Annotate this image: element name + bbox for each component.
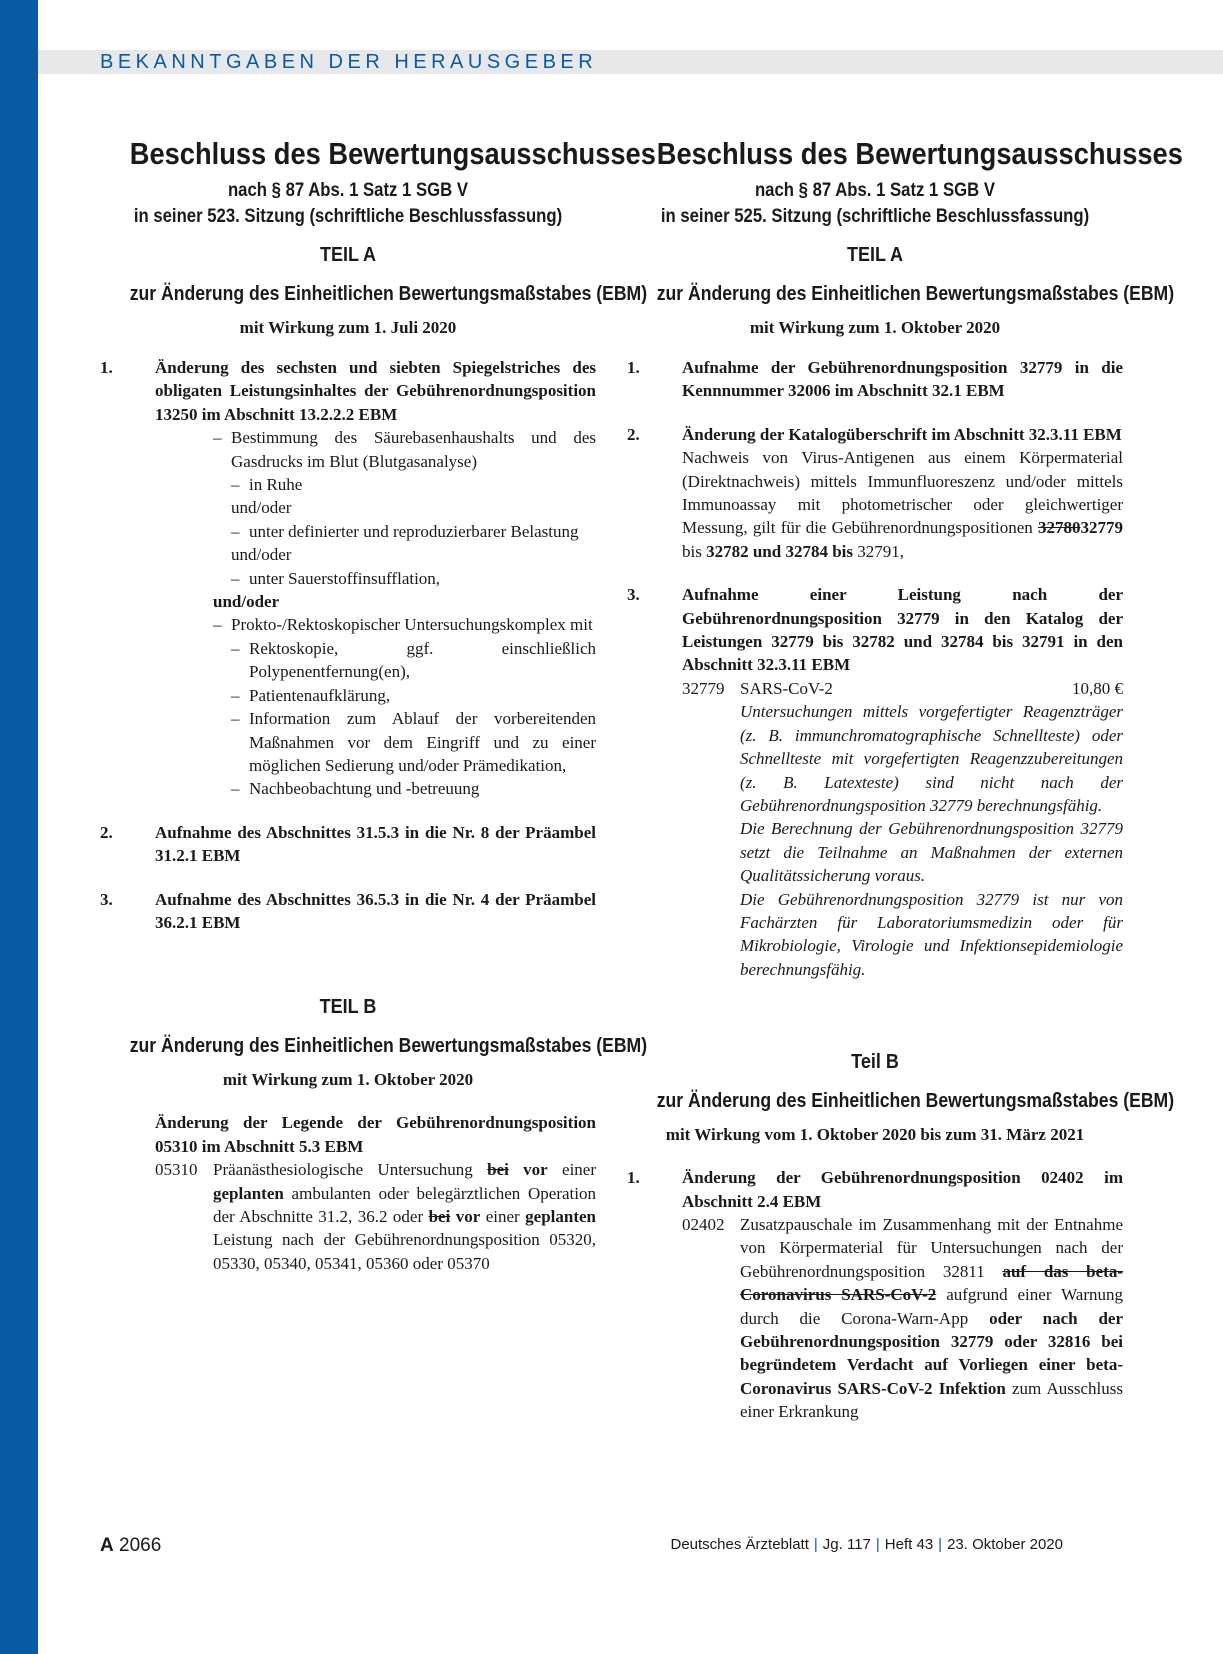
left-subtitle-1: nach § 87 Abs. 1 Satz 1 SGB V <box>227 180 469 201</box>
footer-separator: | <box>938 1536 943 1553</box>
code-row <box>682 677 1123 700</box>
left-teil-b-section <box>155 1111 596 1275</box>
dash-glyph: – <box>231 779 240 799</box>
bold-text: 32782 und 32784 bis <box>706 541 854 561</box>
dash-glyph: – <box>213 615 222 635</box>
dash-glyph: – <box>231 568 240 588</box>
gop-code: 32779 <box>682 678 725 698</box>
item-title: Änderung der Katalogüberschrift im Abschnitt 32.3.11 EBM <box>682 424 1122 444</box>
right-ebm-heading-b: zur Änderung des Einheitlichen Bewertungsmaßstabes (EBM) <box>656 1090 1175 1113</box>
dash-text: in Ruhe <box>249 475 303 495</box>
dash-glyph: – <box>231 685 240 705</box>
dash-glyph: – <box>231 521 240 541</box>
dash-text: Prokto-/Rektoskopischer Untersuchungskomplex mit <box>231 615 593 635</box>
right-item-1 <box>627 356 1123 403</box>
sub-dash-list <box>231 637 596 801</box>
dash-glyph: – <box>213 428 222 448</box>
journal-name: Deutsches Ärzteblatt <box>670 1536 809 1553</box>
gop-price: 10,80 € <box>1072 678 1123 698</box>
dash-glyph: – <box>231 475 240 495</box>
dash-glyph: – <box>231 709 240 729</box>
dash-item <box>231 520 596 543</box>
dash-glyph: – <box>231 638 240 658</box>
gop-code: 02402 <box>682 1214 725 1234</box>
sidebar-accent-bar <box>0 0 38 1654</box>
dash-item <box>213 426 596 473</box>
right-ebm-heading: zur Änderung des Einheitlichen Bewertungsmaßstabes (EBM) <box>656 283 1175 305</box>
page-number-value: 2066 <box>119 1535 162 1556</box>
note-text: Die Berechnung der Gebührenordnungsposition 32779 setzt die Teilnahme an Maßnahmen der externen Qualitätssicherung voraus. <box>740 819 1123 886</box>
right-subtitle-1: nach § 87 Abs. 1 Satz 1 SGB V <box>754 180 996 201</box>
footer-separator: | <box>875 1536 880 1553</box>
left-item-2 <box>100 821 596 868</box>
journal-footer <box>670 1536 1063 1553</box>
item-number: 3. <box>627 585 640 605</box>
dash-item <box>231 637 596 684</box>
dash-list <box>213 426 596 590</box>
text-run: Zusatzpauschale im Zusammenhang mit der Entnahme von Körpermaterial für Untersuchungen nach der Gebührenordnungsposition 32811 <box>740 1214 1123 1281</box>
left-ebm-heading: zur Änderung des Einheitlichen Bewertungsmaßstabes (EBM) <box>129 283 648 305</box>
dash-text: Patientenaufklärung, <box>249 685 391 705</box>
gop-legend <box>213 1158 596 1275</box>
bold-text: oder nach der Gebührenordnungsposition 32779 oder 32816 bei begründetem Verdacht auf Vorliegen einer beta-Coronavirus SARS-CoV-2 Infektion <box>740 1308 1123 1398</box>
bold-text: vor <box>508 1160 548 1180</box>
und-oder: und/oder <box>231 545 292 565</box>
right-title: Beschluss des Bewertungsausschusses <box>656 136 1183 171</box>
struck-text: auf das beta-Coronavirus SARS-CoV-2 <box>740 1261 1123 1305</box>
journal-issue: Heft 43 <box>884 1536 934 1553</box>
dash-item <box>231 777 596 800</box>
dash-list <box>213 613 596 800</box>
und-oder-bold: und/oder <box>213 592 280 612</box>
item-number: 1. <box>100 358 113 377</box>
left-teil-a: TEIL A <box>319 244 376 266</box>
text-run: bis <box>682 541 707 561</box>
struck-text: 32780 <box>1038 518 1081 538</box>
right-teil-a: TEIL A <box>846 244 903 266</box>
gop-header <box>740 677 1123 700</box>
item-body <box>682 583 1123 981</box>
page-number <box>100 1535 161 1557</box>
item-body <box>682 1166 1123 1423</box>
item-number: 1. <box>627 1168 640 1188</box>
text-run: Leistung nach der Gebührenordnungsposition 05320, 05330, 05340, 05341, 05360 oder 05370 <box>213 1230 596 1273</box>
left-ebm-heading-b: zur Änderung des Einheitlichen Bewertungsmaßstabes (EBM) <box>129 1035 648 1058</box>
text-run: einer <box>547 1160 597 1180</box>
dash-text: Nachbeobachtung und -betreuung <box>249 779 480 799</box>
text-run: aufgrund einer Warnung durch die Corona-Warn-App <box>740 1285 1123 1328</box>
bold-text: vor <box>450 1206 481 1226</box>
section-title: BEKANNTGABEN DER HERAUSGEBER <box>100 51 598 73</box>
left-title: Beschluss des Bewertungsausschusses <box>129 136 656 171</box>
right-subtitle-2: in seiner 525. Sitzung (schriftliche Beschlussfassung) <box>660 206 1090 227</box>
code-row <box>682 1213 1123 1424</box>
right-item-2 <box>627 423 1123 563</box>
bold-text: geplanten <box>213 1183 284 1203</box>
dash-item <box>231 473 596 496</box>
journal-volume: Jg. 117 <box>822 1536 871 1553</box>
item-body <box>155 356 596 801</box>
journal-date: 23. Oktober 2020 <box>947 1536 1063 1553</box>
right-teil-b: Teil B <box>851 1051 899 1074</box>
left-wirkung-b: mit Wirkung zum 1. Oktober 2020 <box>222 1070 474 1090</box>
left-subtitle-2: in seiner 523. Sitzung (schriftliche Beschlussfassung) <box>133 206 563 227</box>
item-number: 3. <box>100 889 113 909</box>
left-item-1 <box>100 356 596 801</box>
item-number: 2. <box>100 822 113 842</box>
item-title: Änderung des sechsten und siebten Spiegelstriches des obligaten Leistungsinhaltes der Gebührenordnungsposition 13250 im Abschnitt 13.2.2.2 EBM <box>155 358 596 424</box>
text-run: ambulanten oder belegärztlichen Operation der Abschnitte 31.2, 36.2 oder <box>213 1183 596 1226</box>
right-wirkung-b: mit Wirkung vom 1. Oktober 2020 bis zum 31. März 2021 <box>665 1125 1085 1145</box>
text-run: zum Ausschluss einer Erkrankung <box>740 1378 1123 1422</box>
item-number: 2. <box>627 424 640 444</box>
right-column <box>627 136 1183 1424</box>
item-text <box>682 446 1123 563</box>
gop-notes <box>740 700 1123 981</box>
text-run: 32791, <box>853 541 905 561</box>
item-title: Aufnahme des Abschnittes 36.5.3 in die Nr. 4 der Präambel 36.2.1 EBM <box>155 889 596 932</box>
left-wirkung-a: mit Wirkung zum 1. Juli 2020 <box>239 318 457 337</box>
note-text: Die Gebührenordnungsposition 32779 ist nur von Fachärzten für Laboratoriumsmedizin oder für Mikrobiologie, Virologie und Infektionsepidemiologie berechnungsfähig. <box>740 889 1123 979</box>
bold-text: geplanten <box>525 1206 596 1226</box>
code-row <box>155 1158 596 1275</box>
text-run: Präanästhesiologische Untersuchung <box>213 1160 488 1180</box>
item-title: Aufnahme der Gebührenordnungsposition 32779 in die Kennnummer 32006 im Abschnitt 32.1 EBM <box>682 358 1123 401</box>
und-oder: und/oder <box>231 498 292 518</box>
left-teil-b: TEIL B <box>319 996 377 1019</box>
struck-text: bei <box>487 1160 509 1180</box>
item-title: Aufnahme einer Leistung nach der Gebührenordnungsposition 32779 in den Katalog der Leistungen 32779 bis 32782 und 32784 bis 32791 in den Abschnitt 32.3.11 EBM <box>682 585 1123 675</box>
gop-legend <box>740 1213 1123 1424</box>
struck-text: bei <box>428 1206 451 1226</box>
right-item-3 <box>627 583 1123 981</box>
item-title: Aufnahme des Abschnittes 31.5.3 in die Nr. 8 der Präambel 31.2.1 EBM <box>155 822 596 866</box>
item-body <box>682 423 1123 563</box>
text-run: einer <box>480 1206 526 1226</box>
dash-text: unter definierter und reproduzierbarer Belastung <box>249 521 579 541</box>
right-teil-b-item-1 <box>627 1166 1123 1423</box>
dash-item <box>213 613 596 636</box>
item-title: Änderung der Gebührenordnungsposition 02402 im Abschnitt 2.4 EBM <box>682 1168 1123 1211</box>
dash-text: Information zum Ablauf der vorbereitenden Maßnahmen vor dem Eingriff und zu einer möglichen Sedierung und/oder Prämedikation, <box>249 709 596 775</box>
gop-name: SARS-CoV-2 <box>740 678 833 698</box>
dash-item <box>231 684 596 707</box>
left-item-3 <box>100 888 596 935</box>
item-number: 1. <box>627 358 640 377</box>
teil-b-title: Änderung der Legende der Gebührenordnungsposition 05310 im Abschnitt 5.3 EBM <box>155 1113 596 1156</box>
note-text: Untersuchungen mittels vorgefertigter Reagenzträger (z. B. immunchromatographische Schnellteste) oder Schnellteste mit vorgefertigten Reagenzzubereitungen (z. B. Latexteste) sind nicht nach der Gebührenordnungsposition 32779 berechnungsfähig. <box>740 702 1123 815</box>
left-column <box>100 136 656 1275</box>
right-wirkung-a: mit Wirkung zum 1. Oktober 2020 <box>749 318 1001 337</box>
page-prefix: A <box>100 1535 114 1556</box>
bold-text: 32779 <box>1080 518 1123 538</box>
dash-item <box>231 567 596 590</box>
gop-code: 05310 <box>155 1160 198 1180</box>
dash-text: Bestimmung des Säurebasenhaushalts und des Gasdrucks im Blut (Blutgasanalyse) <box>231 428 596 471</box>
dash-item <box>231 707 596 777</box>
footer-separator: | <box>813 1536 818 1553</box>
sub-dash-list <box>231 473 596 590</box>
dash-text: Rektoskopie, ggf. einschließlich Polypenentfernung(en), <box>249 638 596 682</box>
dash-text: unter Sauerstoffinsufflation, <box>249 568 441 588</box>
text-run: Nachweis von Virus-Antigenen aus einem Körpermaterial (Direktnachweis) mittels Immunfluoreszenz und/oder mittels Immunoassay mit photometrischer oder gleichwertiger Messung, gilt für die Gebührenordnungspositionen <box>682 448 1123 538</box>
